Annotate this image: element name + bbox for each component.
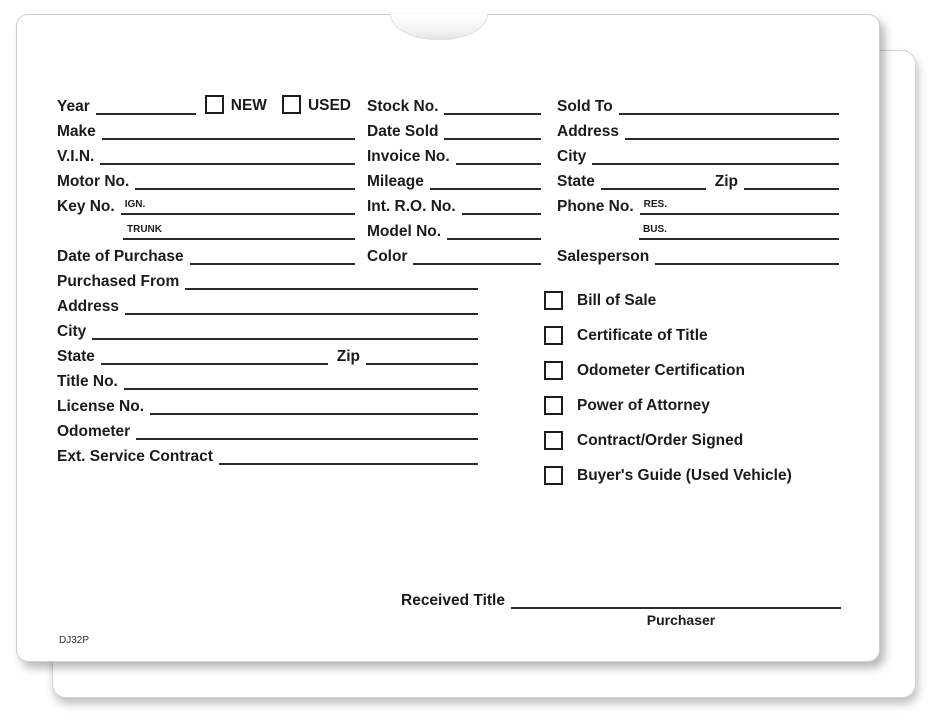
mileage-label: Mileage (367, 172, 424, 190)
key-no-trunk-field-line[interactable] (123, 217, 355, 240)
buyer-city-row (557, 144, 839, 165)
buyer-state-zip-row (557, 169, 839, 190)
phone-res-row (557, 194, 839, 215)
received-title-signature-line[interactable] (511, 586, 841, 609)
received-title-row (401, 588, 841, 609)
vin-row (57, 144, 355, 165)
buyer-address-label: Address (557, 122, 620, 140)
mileage-row (367, 169, 541, 190)
color-field-line[interactable] (413, 242, 541, 265)
date-sold-row (367, 119, 541, 140)
model-no-field-line[interactable] (447, 217, 541, 240)
int-ro-no-field-line[interactable] (462, 192, 541, 215)
model-no-label: Model No. (367, 222, 442, 240)
color-label: Color (367, 247, 408, 265)
license-no-label: License No. (57, 397, 144, 415)
contract-order-signed-label: Contract/Order Signed (577, 431, 744, 449)
mileage-field-line[interactable] (430, 167, 541, 190)
new-label: NEW (230, 96, 267, 114)
bus-label: BUS. (643, 224, 667, 235)
certificate-of-title-row (544, 326, 708, 345)
seller-state-field-line[interactable] (101, 342, 328, 365)
title-no-label: Title No. (57, 372, 118, 390)
purchased-from-field-line[interactable] (185, 267, 478, 290)
motor-no-label: Motor No. (57, 172, 130, 190)
buyers-guide-label: Buyer's Guide (Used Vehicle) (577, 466, 792, 484)
year-label: Year (57, 97, 90, 115)
ext-service-contract-label: Ext. Service Contract (57, 447, 213, 465)
make-row (57, 119, 355, 140)
stock-no-row (367, 94, 541, 115)
buyer-city-label: City (557, 147, 587, 165)
contract-order-signed-row (544, 431, 743, 450)
odometer-certification-row (544, 361, 745, 380)
buyer-zip-field-line[interactable] (744, 167, 839, 190)
buyers-guide-row (544, 466, 792, 485)
salesperson-field-line[interactable] (655, 242, 839, 265)
purchaser-label: Purchaser (646, 612, 716, 628)
invoice-no-row (367, 144, 541, 165)
date-of-purchase-row (57, 244, 355, 265)
bill-of-sale-checkbox[interactable] (544, 291, 563, 310)
year-row (57, 94, 355, 115)
seller-address-row (57, 294, 478, 315)
int-ro-no-label: Int. R.O. No. (367, 197, 456, 215)
bill-of-sale-row (544, 291, 656, 310)
purchased-from-label: Purchased From (57, 272, 180, 290)
year-field-line[interactable] (96, 92, 196, 115)
buyer-address-row (557, 119, 839, 140)
odometer-certification-checkbox[interactable] (544, 361, 563, 380)
thumb-cut-notch (390, 14, 488, 40)
stock-no-field-line[interactable] (444, 92, 541, 115)
invoice-no-field-line[interactable] (456, 142, 541, 165)
certificate-of-title-label: Certificate of Title (577, 326, 708, 344)
seller-city-label: City (57, 322, 87, 340)
seller-address-label: Address (57, 297, 120, 315)
power-of-attorney-label: Power of Attorney (577, 396, 710, 414)
sold-to-field-line[interactable] (619, 92, 839, 115)
license-no-field-line[interactable] (150, 392, 478, 415)
title-no-field-line[interactable] (124, 367, 478, 390)
title-no-row (57, 369, 478, 390)
salesperson-label: Salesperson (557, 247, 650, 265)
seller-state-zip-row (57, 344, 478, 365)
deal-jacket-envelope (16, 14, 880, 662)
ext-service-contract-field-line[interactable] (219, 442, 478, 465)
sold-to-row (557, 94, 839, 115)
date-of-purchase-field-line[interactable] (190, 242, 355, 265)
purchased-from-row (57, 269, 478, 290)
seller-zip-label: Zip (336, 347, 360, 365)
key-no-trunk-row (123, 219, 355, 240)
odometer-certification-label: Odometer Certification (577, 361, 745, 379)
int-ro-no-row (367, 194, 541, 215)
model-no-row (367, 219, 541, 240)
power-of-attorney-checkbox[interactable] (544, 396, 563, 415)
odometer-field-line[interactable] (136, 417, 478, 440)
certificate-of-title-checkbox[interactable] (544, 326, 563, 345)
vin-label: V.I.N. (57, 147, 95, 165)
buyer-address-field-line[interactable] (625, 117, 839, 140)
date-of-purchase-label: Date of Purchase (57, 247, 184, 265)
power-of-attorney-row (544, 396, 710, 415)
color-row (367, 244, 541, 265)
seller-city-row (57, 319, 478, 340)
phone-res-field-line[interactable] (640, 192, 839, 215)
make-label: Make (57, 122, 96, 140)
phone-bus-row (639, 219, 839, 240)
used-checkbox[interactable] (282, 95, 301, 114)
trunk-label: TRUNK (127, 224, 162, 235)
buyer-state-field-line[interactable] (601, 167, 706, 190)
odometer-label: Odometer (57, 422, 131, 440)
seller-city-field-line[interactable] (92, 317, 478, 340)
key-no-label: Key No. (57, 197, 115, 215)
buyer-city-field-line[interactable] (592, 142, 839, 165)
buyer-state-label: State (557, 172, 595, 190)
key-no-ign-field-line[interactable] (121, 192, 355, 215)
buyers-guide-checkbox[interactable] (544, 466, 563, 485)
bill-of-sale-label: Bill of Sale (577, 291, 657, 309)
odometer-row (57, 419, 478, 440)
key-no-ign-row (57, 194, 355, 215)
vin-field-line[interactable] (100, 142, 355, 165)
license-no-row (57, 394, 478, 415)
seller-state-label: State (57, 347, 95, 365)
res-label: RES. (643, 199, 667, 210)
date-sold-label: Date Sold (367, 122, 439, 140)
form-code: DJ32P (59, 635, 90, 646)
invoice-no-label: Invoice No. (367, 147, 450, 165)
make-field-line[interactable] (102, 117, 355, 140)
used-label: USED (307, 96, 352, 114)
stock-no-label: Stock No. (367, 97, 439, 115)
ext-service-contract-row (57, 444, 478, 465)
buyer-zip-label: Zip (714, 172, 738, 190)
ign-label: IGN. (124, 199, 146, 210)
sold-to-label: Sold To (557, 97, 613, 115)
seller-zip-field-line[interactable] (366, 342, 478, 365)
contract-order-signed-checkbox[interactable] (544, 431, 563, 450)
phone-no-label: Phone No. (557, 197, 634, 215)
motor-no-field-line[interactable] (135, 167, 355, 190)
new-checkbox[interactable] (205, 95, 224, 114)
phone-bus-field-line[interactable] (639, 217, 839, 240)
received-title-label: Received Title (401, 591, 505, 609)
salesperson-row (557, 244, 839, 265)
motor-no-row (57, 169, 355, 190)
seller-address-field-line[interactable] (125, 292, 478, 315)
date-sold-field-line[interactable] (444, 117, 541, 140)
